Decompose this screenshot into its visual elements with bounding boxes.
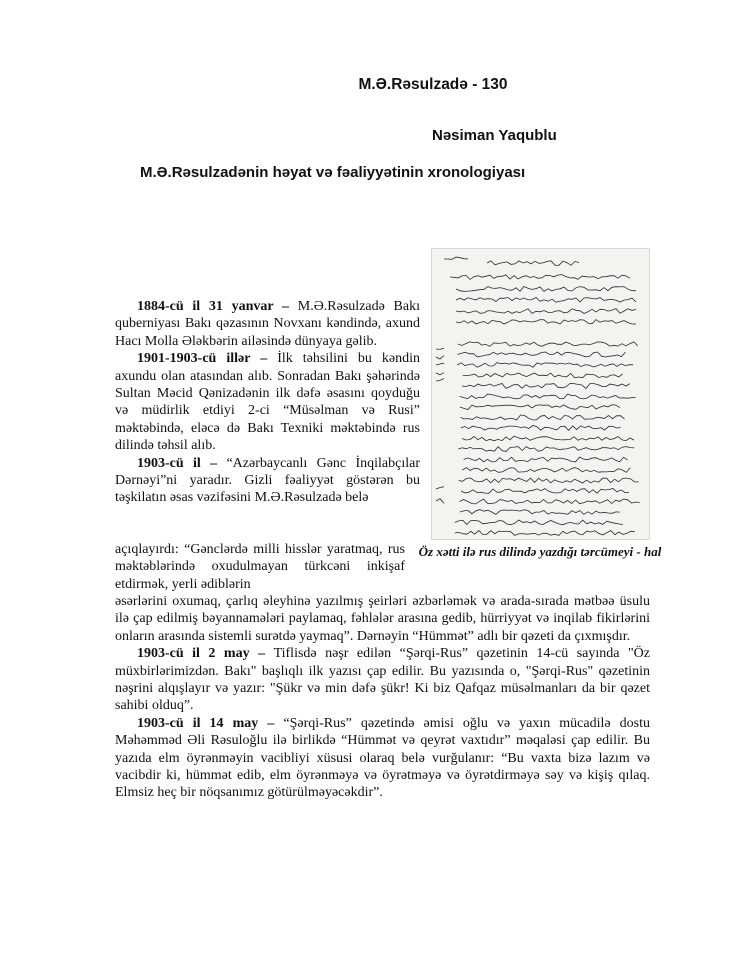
entry-1903-continued: açıqlayırdı: “Gənclərdə milli hisslər yaratmaq, rus məktəblərində oxudulmayan türkcəni inkişaf etdirmək, yerli ədiblərin bbox=[115, 542, 405, 592]
manuscript-scribbles bbox=[432, 249, 649, 539]
entry-1884: 1884-cü il 31 yanvar – M.Ə.Rəsulzadə Bakı quberniyası Bakı qəzasının Novxanı kəndində, axund Hacı Molla Ələkbərin ailəsində dünyaya gəlib. bbox=[115, 299, 420, 349]
entry-date: 1901-1903-cü illər bbox=[137, 351, 251, 367]
entry-text: İlk təhsilini bu kəndin axundu olan atasından alıb. Sonradan Bakı şəhərində Sultan Məcid Qənizadənin ilk dəfə əsasını qoyduğu və müdirlik etdiyi 2-ci “Müsəlman və Rusi” məktəbində, eləcə də Bakı Texniki məktəbində rus dilində təhsil alıb. bbox=[115, 351, 421, 454]
entry-date: 1903-cü il bbox=[137, 455, 201, 471]
entry-1903-may-14: 1903-cü il 14 may – “Şərqi-Rus” qəzetində əmisi oğlu və yaxın mücadilə dostu Məhəmməd Əli Rəsuloğlu ilə birlikdə “Hümmət və qeyrət vaxtıdır” məqaləsi çap edilir. Bu yazıda elm öyrənməyin vacibliyi xüsusi olaraq belə vurğulanır: “Bu vaxta bizə lazım və vacibdir ki, hümmət edib, elm öyrənməyə və öyrətməyə və öyrətdirməyə səy və kişiş qılaq. Elmsiz heç bir nöqsanımız götürülməyəcəkdir”. bbox=[115, 715, 650, 801]
entry-text: Tiflisdə nəşr edilən “Şərqi-Rus” qəzetinin 14-cü sayında "Öz müxbirlərimizdən. Bakı" başlıqlı ilk yazısı çap edilir. Bu yazısında o, "Şərqi-Rus" qəzetinin nəşrini alqışlayır və yazır: "Şükr və min dəfə şükr! Ki biz Qafqaz müsəlmanları da bir qəzet sahibi olduq”. bbox=[115, 646, 650, 714]
entry-1903-may-2: 1903-cü il 2 may – Tiflisdə nəşr edilən “Şərqi-Rus” qəzetinin 14-cü sayında "Öz müxbirlərimizdən. Bakı" başlıqlı ilk yazısı çap edilir. Bu yazısında o, "Şərqi-Rus" qəzetinin nəşrini alqışlayır və yazır: "Şükr və min dəfə şükr! Ki biz Qafqaz müsəlmanları da bir qəzet sahibi olduq”. bbox=[115, 646, 650, 714]
entry-date: 1903-cü il 14 may bbox=[137, 715, 259, 731]
entry-1901-1903: 1901-1903-cü illər – İlk təhsilini bu kəndin axundu olan atasından alıb. Sonradan Bakı şəhərində Sultan Məcid Qənizadənin ilk dəfə əsasını qoyduğu və müdirlik etdiyi 2-ci “Müsəlman və Rusi” məktəbində, eləcə də Bakı Texniki məktəbində rus dilində təhsil alıb. bbox=[115, 351, 421, 454]
author-name: Nəsiman Yaqublu bbox=[432, 127, 557, 144]
entry-1903-continued-full: əsərlərini oxumaq, çarlıq əleyhinə yazılmış şeirləri əzbərləmək və arada-sırada mətbəə üsulu ilə çap edilmiş bəyannamələri paylamaq, fəhlələr arasına gedib, hürriyyət və inqilab fikirlərini onların arasında sistemli surətdə yaymaq”. Dərnəyin “Hümmət” adlı bir qəzeti da çıxmışdır. bbox=[115, 594, 650, 644]
document-heading: M.Ə.Rəsulzadənin həyat və fəaliyyətinin xronologiyası bbox=[140, 164, 526, 181]
entry-date: 1903-cü il 2 may bbox=[137, 646, 250, 662]
entry-text: “Şərqi-Rus” qəzetində əmisi oğlu və yaxın mücadilə dostu Məhəmməd Əli Rəsuloğlu ilə birlikdə “Hümmət və qeyrət vaxtıdır” məqaləsi çap edilir. Bu yazıda elm öyrənməyin vacibliyi xüsusi olaraq belə vurğulanır: “Bu vaxta bizə lazım və vacibdir ki, hümmət edib, elm öyrənməyə və öyrətməyə və öyrətdirməyə səy və kişiş qılaq. Elmsiz heç bir nöqsanımız götürülməyəcəkdir”. bbox=[115, 715, 650, 801]
page-title: M.Ə.Rəsulzadə - 130 bbox=[358, 76, 508, 93]
narrow-text-column bbox=[115, 298, 420, 507]
entry-1903: 1903-cü il – “Azərbaycanlı Gənc İnqilabçılar Dərnəyi”ni yaradır. Gizli fəaliyyət göstərən bu təşkilatın əsas vəzifəsini M.Ə.Rəsulzadə belə bbox=[115, 455, 420, 506]
handwritten-manuscript-image bbox=[431, 248, 650, 540]
full-width-text bbox=[115, 593, 650, 802]
entry-text: “Azərbaycanlı Gənc İnqilabçılar Dərnəyi”ni yaradır. Gizli fəaliyyət göstərən bu təşkilatın əsas vəzifəsini M.Ə.Rəsulzadə belə bbox=[115, 455, 420, 506]
figure-caption: Öz xətti ilə rus dilində yazdığı tərcümeyi - hal bbox=[418, 544, 662, 559]
entry-text: M.Ə.Rəsulzadə Bakı quberniyası Bakı qəzasının Novxanı kəndində, axund Hacı Molla Ələkbərin ailəsində dünyaya gəlib. bbox=[115, 299, 420, 349]
entry-date: 1884-cü il 31 yanvar bbox=[137, 299, 274, 314]
